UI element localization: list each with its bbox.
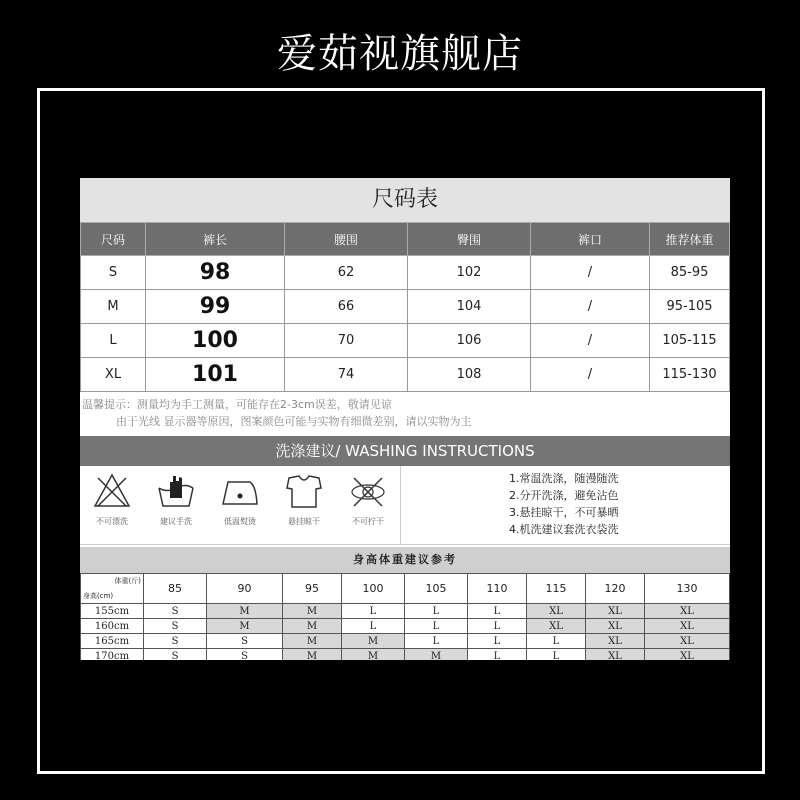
size-cell: XL [586, 649, 645, 661]
size-cell: L [468, 649, 527, 661]
size-cell: XL [645, 649, 730, 661]
size-cell: M [405, 649, 468, 661]
table-row [81, 604, 730, 619]
wash-label: 悬挂晾干 [288, 517, 320, 526]
wash-note: 1.常温洗涤，随漫随洗 [509, 472, 619, 485]
size-chart-title: 尺码表 [80, 178, 730, 222]
wash-item [83, 472, 141, 527]
size-cell: L [342, 619, 405, 634]
size-cell: L [468, 604, 527, 619]
size-cell: L [468, 619, 527, 634]
weight-cell: 115-130 [650, 358, 730, 392]
size-cell: M [342, 649, 405, 661]
hem-cell: / [531, 358, 650, 392]
size-cell: M [283, 649, 342, 661]
table-row [81, 358, 730, 392]
weight-header: 85 [144, 574, 207, 604]
size-cell: L [342, 604, 405, 619]
size-header-cell: 裤口 [531, 223, 650, 256]
size-header-cell: 尺码 [81, 223, 146, 256]
size-cell: L [405, 619, 468, 634]
size-cell: L [81, 324, 146, 358]
size-header-cell: 臀围 [408, 223, 531, 256]
weight-header: 115 [527, 574, 586, 604]
size-table [80, 222, 730, 392]
waist-cell: 66 [285, 290, 408, 324]
size-cell: L [405, 634, 468, 649]
table-row [81, 634, 730, 649]
hand-wash-icon [156, 472, 196, 510]
size-cell: XL [527, 604, 586, 619]
hip-cell: 108 [408, 358, 531, 392]
height-weight-title: 身高体重建议参考 [80, 547, 730, 573]
size-header-cell: 推荐体重 [650, 223, 730, 256]
size-header-cell: 腰围 [285, 223, 408, 256]
size-cell: XL [527, 619, 586, 634]
size-cell: L [405, 604, 468, 619]
table-row [81, 649, 730, 661]
length-cell: 101 [146, 358, 285, 392]
table-row [81, 324, 730, 358]
hip-cell: 104 [408, 290, 531, 324]
size-cell: S [144, 604, 207, 619]
wash-label: 不可漂洗 [96, 517, 128, 526]
washing-section [80, 466, 730, 545]
store-title: 爱茹视旗舰店 [277, 31, 523, 77]
size-cell: M [81, 290, 146, 324]
size-cell: S [81, 256, 146, 290]
wash-item [147, 472, 205, 527]
table-row [81, 574, 730, 604]
size-cell: S [207, 649, 283, 661]
weight-header: 120 [586, 574, 645, 604]
weight-header: 105 [405, 574, 468, 604]
table-row [81, 290, 730, 324]
hip-cell: 102 [408, 256, 531, 290]
size-cell: M [207, 604, 283, 619]
height-cell: 160cm [81, 619, 144, 634]
height-cell: 170cm [81, 649, 144, 661]
hang-dry-icon [284, 472, 324, 510]
size-cell: M [283, 634, 342, 649]
weight-cell: 85-95 [650, 256, 730, 290]
size-cell: XL [586, 634, 645, 649]
size-cell: S [144, 634, 207, 649]
size-cell: M [207, 619, 283, 634]
waist-cell: 70 [285, 324, 408, 358]
weight-cell: 95-105 [650, 290, 730, 324]
measurement-tips [80, 392, 730, 436]
corner-height-label: 身高(cm) [83, 592, 114, 600]
table-row [81, 256, 730, 290]
weight-cell: 105-115 [650, 324, 730, 358]
weight-header: 90 [207, 574, 283, 604]
wash-item [339, 472, 397, 527]
size-cell: S [144, 649, 207, 661]
wash-item [275, 472, 333, 527]
length-cell: 100 [146, 324, 285, 358]
size-cell: S [207, 634, 283, 649]
wash-note: 4.机洗建议套洗衣袋洗 [509, 523, 619, 536]
tip-line: 由于光线 显示器等原因，图案颜色可能与实物有细微差别，请以实物为主 [116, 415, 472, 428]
wash-label: 低温熨烫 [224, 517, 256, 526]
weight-header: 110 [468, 574, 527, 604]
waist-cell: 62 [285, 256, 408, 290]
waist-cell: 74 [285, 358, 408, 392]
length-cell: 98 [146, 256, 285, 290]
weight-header: 130 [645, 574, 730, 604]
size-header-cell: 裤长 [146, 223, 285, 256]
weight-header: 95 [283, 574, 342, 604]
hem-cell: / [531, 324, 650, 358]
washing-notes [401, 466, 730, 544]
hip-cell: 106 [408, 324, 531, 358]
weight-header: 100 [342, 574, 405, 604]
corner-cell [81, 574, 144, 604]
size-cell: L [468, 634, 527, 649]
wash-label: 不可拧干 [352, 517, 384, 526]
size-cell: XL [586, 604, 645, 619]
hem-cell: / [531, 290, 650, 324]
wash-label: 建议手洗 [160, 517, 192, 526]
hem-cell: / [531, 256, 650, 290]
no-wring-icon [348, 472, 388, 510]
tip-line: 温馨提示：测量均为手工测量，可能存在2-3cm误差，敬请见谅 [82, 398, 392, 411]
size-cell: XL [645, 619, 730, 634]
size-cell: XL [645, 634, 730, 649]
size-cell: XL [645, 604, 730, 619]
length-cell: 99 [146, 290, 285, 324]
wash-note: 3.悬挂晾干，不可暴晒 [509, 506, 619, 519]
washing-icons [80, 466, 401, 544]
wash-note: 2.分开洗涤，避免沾色 [509, 489, 619, 502]
table-row [81, 619, 730, 634]
height-cell: 165cm [81, 634, 144, 649]
height-weight-table [80, 573, 730, 660]
size-cell: M [283, 619, 342, 634]
size-chart-panel [80, 178, 730, 660]
size-cell: XL [586, 619, 645, 634]
size-cell: M [342, 634, 405, 649]
size-cell: L [527, 634, 586, 649]
wash-item [211, 472, 269, 527]
size-cell: L [527, 649, 586, 661]
no-bleach-icon [92, 472, 132, 510]
size-cell: S [144, 619, 207, 634]
size-cell: M [283, 604, 342, 619]
size-table-header [81, 223, 730, 256]
size-cell: XL [81, 358, 146, 392]
height-cell: 155cm [81, 604, 144, 619]
corner-weight-label: 体重(斤) [114, 577, 141, 585]
washing-title: 洗涤建议/ WASHING INSTRUCTIONS [80, 436, 730, 466]
low-temp-iron-icon [220, 472, 260, 510]
